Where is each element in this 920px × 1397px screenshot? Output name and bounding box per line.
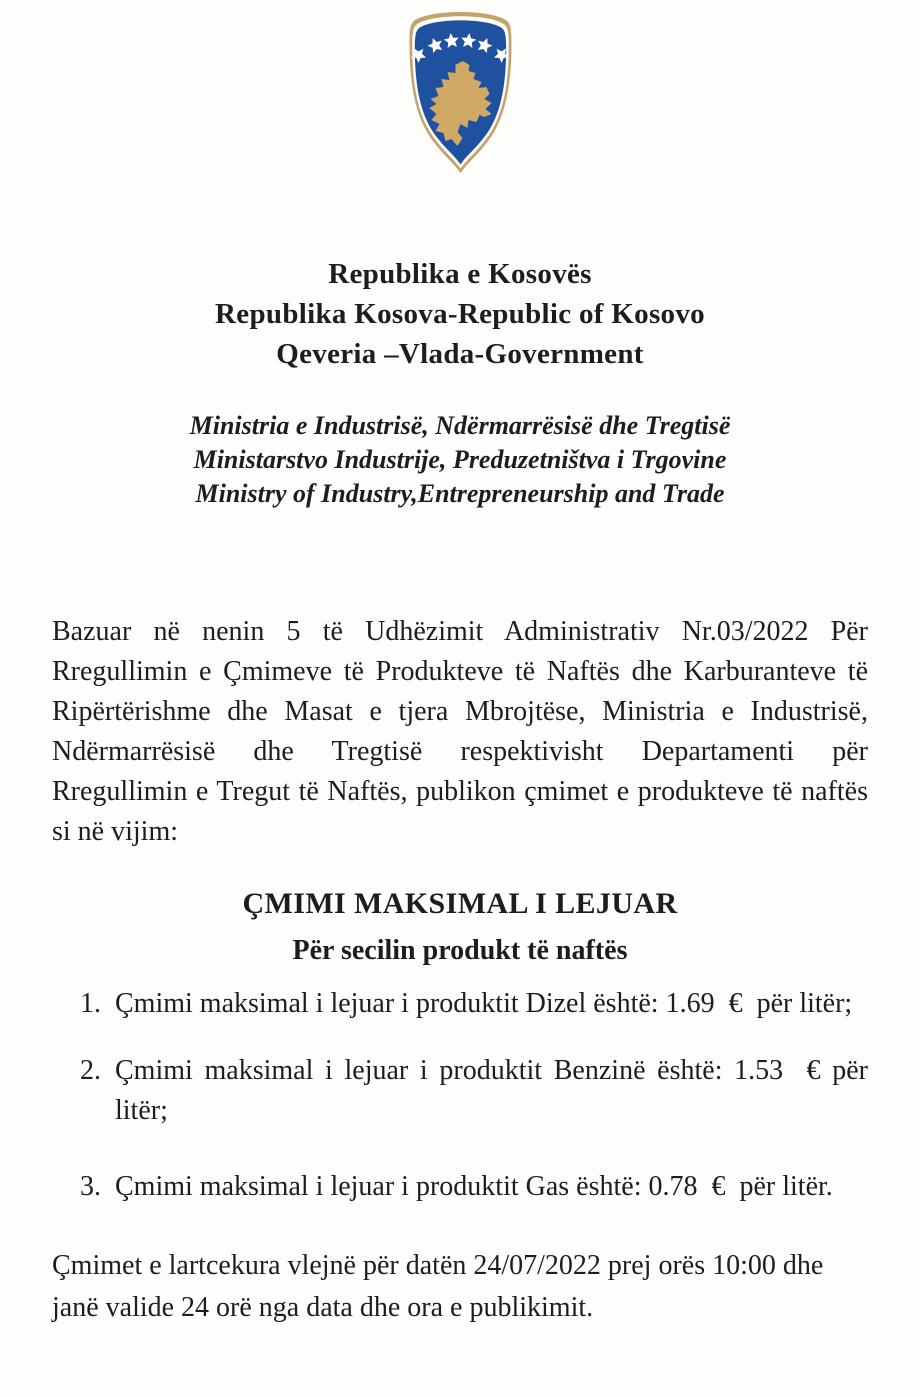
- intro-line: Bazuar në nenin 5 të Udhëzimit Administrativ Nr.03/2022 Për: [52, 616, 868, 647]
- intro-line: Rregullimin e Tregut të Naftës, publikon çmimet e produkteve të naftës: [52, 776, 868, 807]
- item-line: Çmimi maksimal i lejuar i produktit Gas është: 0.78 € për litër.: [115, 1171, 833, 1202]
- ministry-name-albanian: Ministria e Industrisë, Ndërmarrësisë dhe Tregtisë: [189, 411, 731, 440]
- price-heading-subtitle: Për secilin produkt të naftës: [292, 935, 628, 966]
- intro-line: si në vijim:: [52, 816, 178, 847]
- item-number: 1.: [80, 988, 101, 1019]
- intro-line: Ndërmarrësisë dhe Tregtisë respektivisht Departamenti për: [52, 736, 868, 767]
- validity-line: Çmimet e lartcekura vlejnë për datën 24/07/2022 prej orës 10:00 dhe: [52, 1250, 824, 1281]
- intro-line: Ripërtërishme dhe Masat e tjera Mbrojtëse, Ministria e Industrisë,: [52, 696, 868, 727]
- item-text: [115, 1051, 868, 1131]
- item-number: 3.: [80, 1171, 101, 1202]
- state-name-bilingual: Republika Kosova-Republic of Kosovo: [215, 298, 705, 330]
- price-heading-title: ÇMIMI MAKSIMAL I LEJUAR: [242, 887, 678, 920]
- price-item-benzine: [80, 1051, 868, 1131]
- item-number: 2.: [80, 1055, 101, 1086]
- intro-paragraph: [52, 612, 868, 852]
- item-text: [115, 984, 868, 1024]
- validity-paragraph: [52, 1245, 868, 1329]
- price-heading: [0, 880, 920, 974]
- intro-line: Rregullimin e Çmimeve të Produkteve të Naftës dhe Karburanteve të: [52, 656, 868, 687]
- item-line: Çmimi maksimal i lejuar i produktit Benzinë është: 1.53 € për: [115, 1055, 868, 1086]
- price-item-dizel: [80, 984, 868, 1024]
- ministry-name-english: Ministry of Industry,Entrepreneurship and Trade: [195, 479, 725, 508]
- item-text: [115, 1167, 868, 1207]
- validity-line: janë valide 24 orë nga data dhe ora e publikimit.: [52, 1292, 594, 1323]
- item-line: Çmimi maksimal i lejuar i produktit Dizel është: 1.69 € për litër;: [115, 988, 853, 1019]
- state-header: [0, 254, 920, 374]
- ministry-header: [0, 409, 920, 511]
- state-name-albanian: Republika e Kosovës: [328, 258, 592, 290]
- price-item-gas: [80, 1167, 868, 1207]
- item-line: litër;: [115, 1095, 168, 1126]
- ministry-name-serbian: Ministarstvo Industrije, Preduzetništva i Trgovine: [193, 445, 727, 474]
- government-line: Qeveria –Vlada-Government: [276, 338, 644, 370]
- price-list: [80, 984, 868, 1207]
- kosovo-coat-of-arms-icon: [402, 10, 519, 182]
